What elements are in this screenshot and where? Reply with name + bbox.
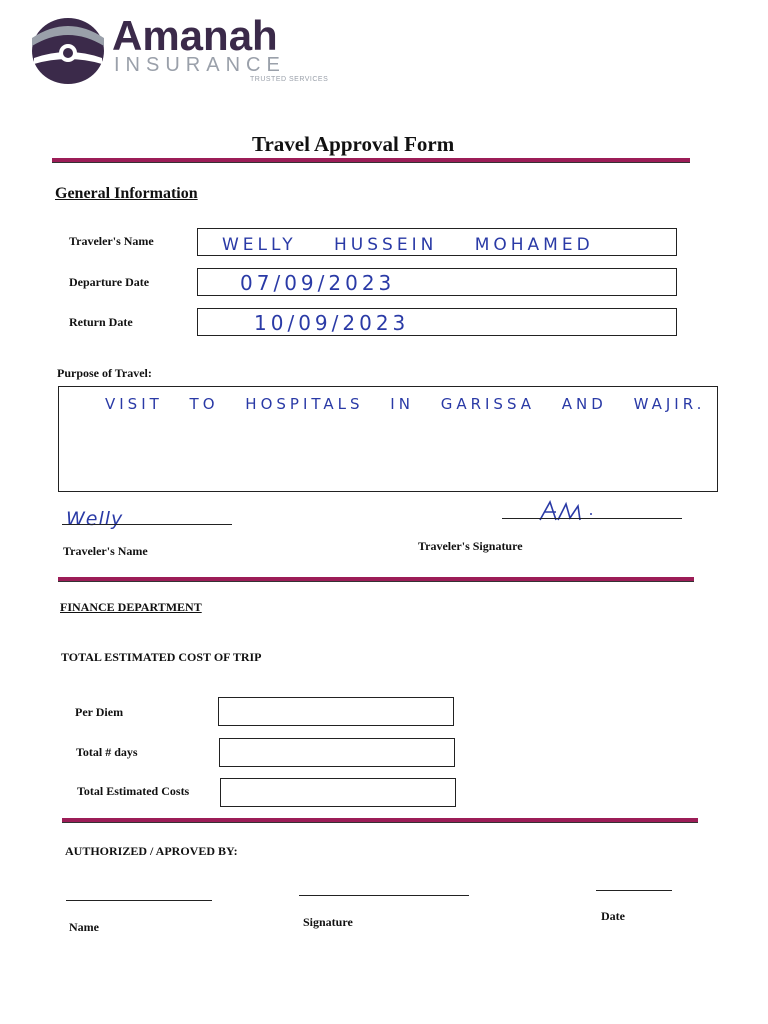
finance-heading: FINANCE DEPARTMENT [60,600,202,614]
traveler-name-field[interactable] [197,228,677,256]
per-diem-field[interactable] [218,697,454,726]
approver-name-line [66,900,212,901]
traveler-signature-mark [536,498,606,524]
general-info-heading: General Information [55,185,198,202]
approver-name-caption: Name [69,920,99,934]
total-cost-heading: TOTAL ESTIMATED COST OF TRIP [61,650,262,664]
finance-divider [58,577,694,582]
logo-subtitle: INSURANCE [114,54,286,76]
departure-date-value: 07/09/2023 [240,271,396,295]
total-days-field[interactable] [219,738,455,767]
approval-date-line [596,890,672,891]
traveler-signature-line [502,518,682,519]
traveler-name-line [62,524,232,525]
traveler-name-label: Traveler's Name [69,234,154,248]
return-date-label: Return Date [69,315,133,329]
return-date-field[interactable] [197,308,677,336]
total-days-label: Total # days [76,745,138,759]
departure-date-label: Departure Date [69,275,150,289]
departure-date-field[interactable] [197,268,677,296]
return-date-value: 10/09/2023 [254,311,410,335]
company-logo [30,14,340,88]
total-costs-field[interactable] [220,778,456,807]
purpose-label: Purpose of Travel: [57,366,152,380]
total-costs-label: Total Estimated Costs [77,784,190,798]
form-title: Travel Approval Form [252,132,455,156]
logo-name: Amanah [112,12,278,59]
traveler-name-caption: Traveler's Name [63,544,148,558]
approver-signature-caption: Signature [303,915,353,929]
authorized-heading: AUTHORIZED / APROVED BY: [65,844,238,858]
logo-emblem-icon [30,16,106,86]
traveler-name-signature: Welly [66,508,124,530]
approver-signature-line [299,895,469,896]
traveler-name-value: WELLY HUSSEIN MOHAMED [222,235,594,255]
authorized-divider [62,818,698,823]
title-divider [52,158,690,163]
purpose-value: VISIT TO HOSPITALS IN GARISSA AND WAJIR. [105,395,706,413]
approval-date-caption: Date [601,909,625,923]
per-diem-label: Per Diem [75,705,124,719]
traveler-signature-caption: Traveler's Signature [418,539,523,553]
purpose-field[interactable] [58,386,718,492]
logo-tagline: TRUSTED SERVICES [250,76,329,83]
